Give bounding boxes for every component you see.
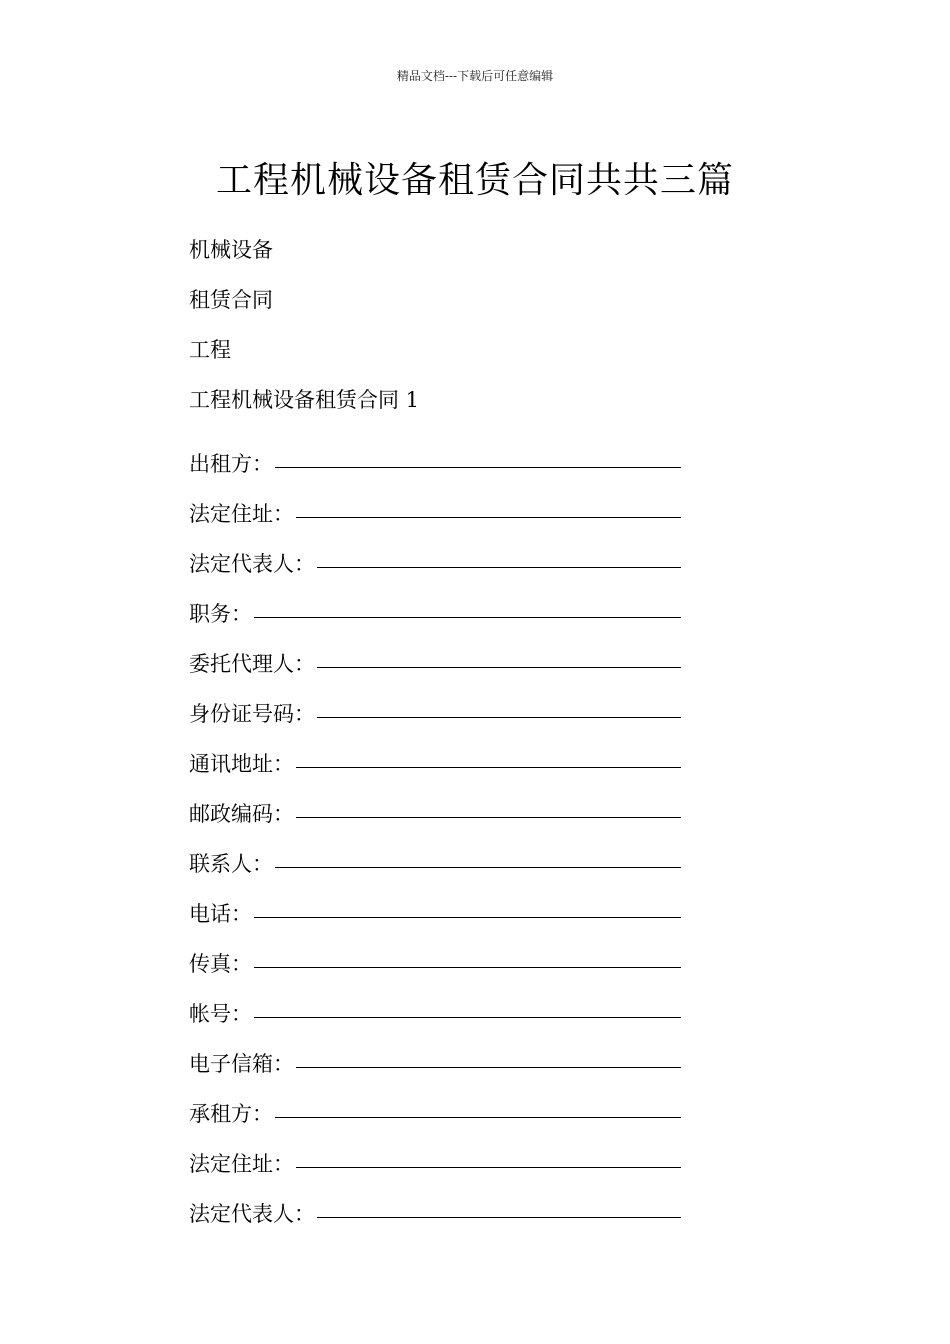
document-title: 工程机械设备租赁合同共共三篇 — [215, 160, 734, 202]
fill-in-line — [275, 1117, 681, 1118]
fill-in-line — [296, 517, 681, 518]
field-label: 电子信箱： — [189, 1052, 294, 1076]
page-header: 精品文档---下载后可任意编辑 — [396, 69, 554, 83]
form-field-phone — [189, 882, 681, 932]
form-field-position — [189, 582, 681, 632]
form-field-account — [189, 982, 681, 1032]
form-field-email — [189, 1032, 681, 1082]
fill-in-line — [275, 867, 681, 868]
form-field-lessor-representative — [189, 532, 681, 582]
form-field-lessee-address — [189, 1132, 681, 1182]
fill-in-line — [317, 567, 681, 568]
fill-in-line — [254, 917, 681, 918]
form-field-lessor — [189, 432, 681, 482]
field-label: 法定代表人： — [189, 1202, 315, 1226]
field-label: 身份证号码： — [189, 702, 315, 726]
form-field-postal-code — [189, 782, 681, 832]
fill-in-line — [296, 1067, 681, 1068]
fill-in-line — [296, 767, 681, 768]
fill-in-line — [317, 1217, 681, 1218]
field-label: 传真： — [189, 952, 252, 976]
field-label: 电话： — [189, 902, 252, 926]
field-label: 法定住址： — [189, 502, 294, 526]
section-heading: 工程机械设备租赁合同 1 — [189, 388, 420, 412]
keyword-line: 工程 — [189, 338, 231, 362]
fill-in-line — [275, 467, 681, 468]
form-field-lessee — [189, 1082, 681, 1132]
form-field-fax — [189, 932, 681, 982]
keyword-line: 机械设备 — [189, 238, 273, 262]
field-label: 邮政编码： — [189, 802, 294, 826]
fill-in-line — [254, 617, 681, 618]
field-label: 委托代理人： — [189, 652, 315, 676]
fill-in-line — [254, 1017, 681, 1018]
form-field-lessee-representative — [189, 1182, 681, 1232]
form-field-agent — [189, 632, 681, 682]
fill-in-line — [317, 667, 681, 668]
fill-in-line — [317, 717, 681, 718]
keyword-line: 租赁合同 — [189, 288, 273, 312]
field-label: 法定代表人： — [189, 552, 315, 576]
fill-in-line — [296, 817, 681, 818]
field-label: 法定住址： — [189, 1152, 294, 1176]
field-label: 出租方： — [189, 452, 273, 476]
field-label: 职务： — [189, 602, 252, 626]
field-label: 通讯地址： — [189, 752, 294, 776]
field-label: 联系人： — [189, 852, 273, 876]
form-field-mailing-address — [189, 732, 681, 782]
fill-in-line — [254, 967, 681, 968]
field-label: 承租方： — [189, 1102, 273, 1126]
document-body — [189, 232, 681, 1232]
form-field-contact — [189, 832, 681, 882]
form-field-id-number — [189, 682, 681, 732]
fill-in-line — [296, 1167, 681, 1168]
field-label: 帐号： — [189, 1002, 252, 1026]
form-field-lessor-address — [189, 482, 681, 532]
